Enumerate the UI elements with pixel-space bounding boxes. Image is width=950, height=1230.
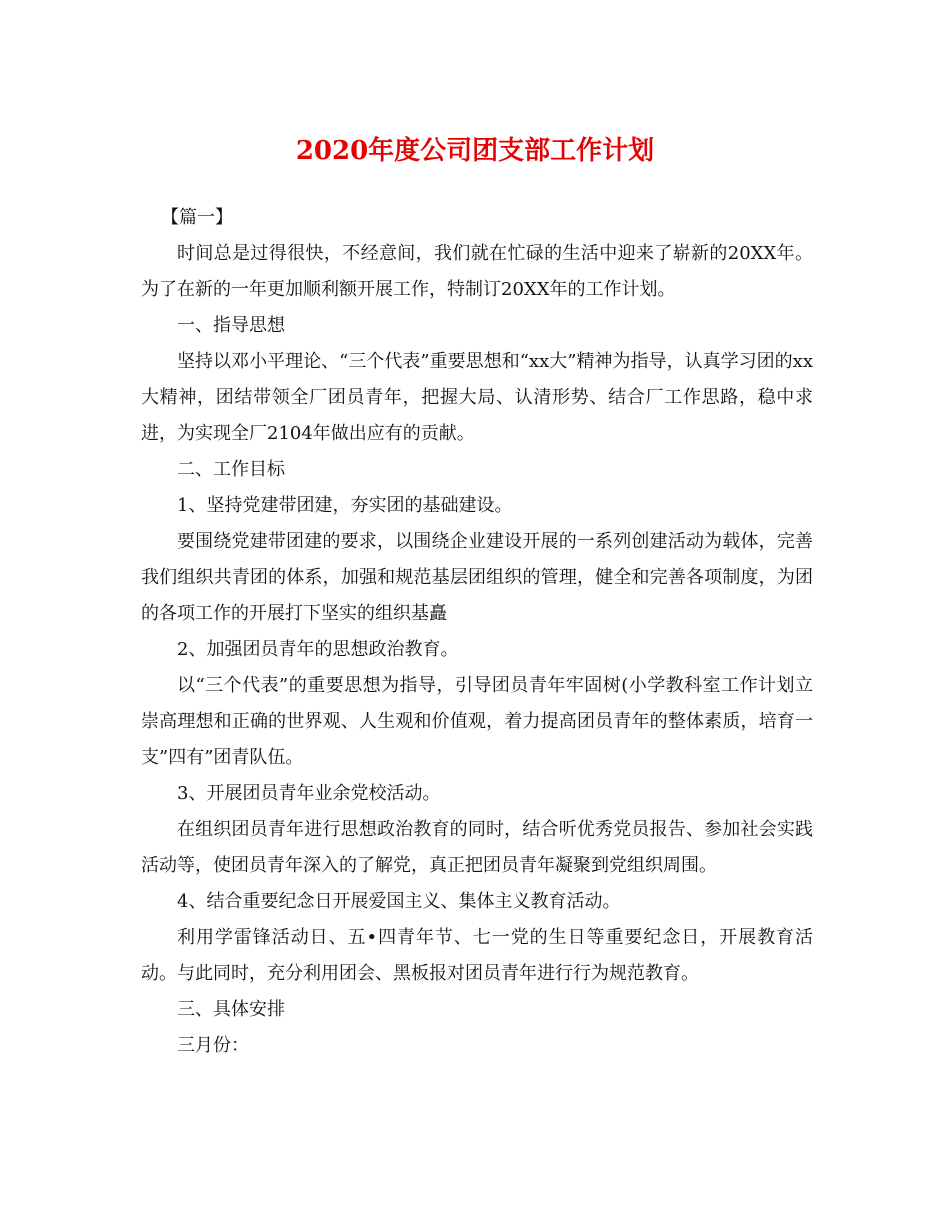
- section-label: 【篇一】: [161, 207, 233, 228]
- section-heading: 二、工作目标: [177, 459, 285, 480]
- subsection-heading: 1、坚持党建带团建，夯实团的基础建设。: [177, 495, 513, 516]
- paragraph: 要围绕党建带团建的要求，以围绕企业建设开展的一系列创建活动为载体，完善我们组织共青团的体系，加强和规范基层团组织的管理，健全和完善各项制度，为团的各项工作的开展打下坚实的组织基矗: [141, 531, 813, 624]
- paragraph: 利用学雷锋活动日、五•四青年节、七一党的生日等重要纪念日，开展教育活动。与此同时，充分利用团会、黑板报对团员青年进行行为规范教育。: [141, 927, 813, 984]
- subsection-heading: 2、加强团员青年的思想政治教育。: [177, 639, 459, 660]
- document-title: 2020年度公司团支部工作计划: [295, 136, 655, 166]
- paragraph: 在组织团员青年进行思想政治教育的同时，结合听优秀党员报告、参加社会实践活动等，使团员青年深入的了解党，真正把团员青年凝聚到党组织周围。: [141, 819, 813, 876]
- subsection-heading: 3、开展团员青年业余党校活动。: [177, 783, 441, 804]
- paragraph: 时间总是过得很快，不经意间，我们就在忙碌的生活中迎来了崭新的20XX年。为了在新的一年更加顺利额开展工作，特制订20XX年的工作计划。: [141, 243, 813, 300]
- document-body: [141, 200, 813, 1064]
- paragraph: 以“三个代表”的重要思想为指导，引导团员青年牢固树(小学教科室工作计划立崇高理想和正确的世界观、人生观和价值观，着力提高团员青年的整体素质，培育一支”四有”团青队伍。: [141, 675, 813, 768]
- subsection-heading: 4、结合重要纪念日开展爱国主义、集体主义教育活动。: [177, 891, 621, 912]
- section-heading: 一、指导思想: [177, 315, 285, 336]
- paragraph: 坚持以邓小平理论、“三个代表”重要思想和“xx大”精神为指导，认真学习团的xx大精神，团结带领全厂团员青年，把握大局、认清形势、结合厂工作思路，稳中求进，为实现全厂2104年做出应有的贡献。: [141, 351, 813, 444]
- paragraph: 三月份：: [177, 1035, 249, 1056]
- section-heading: 三、具体安排: [177, 999, 285, 1020]
